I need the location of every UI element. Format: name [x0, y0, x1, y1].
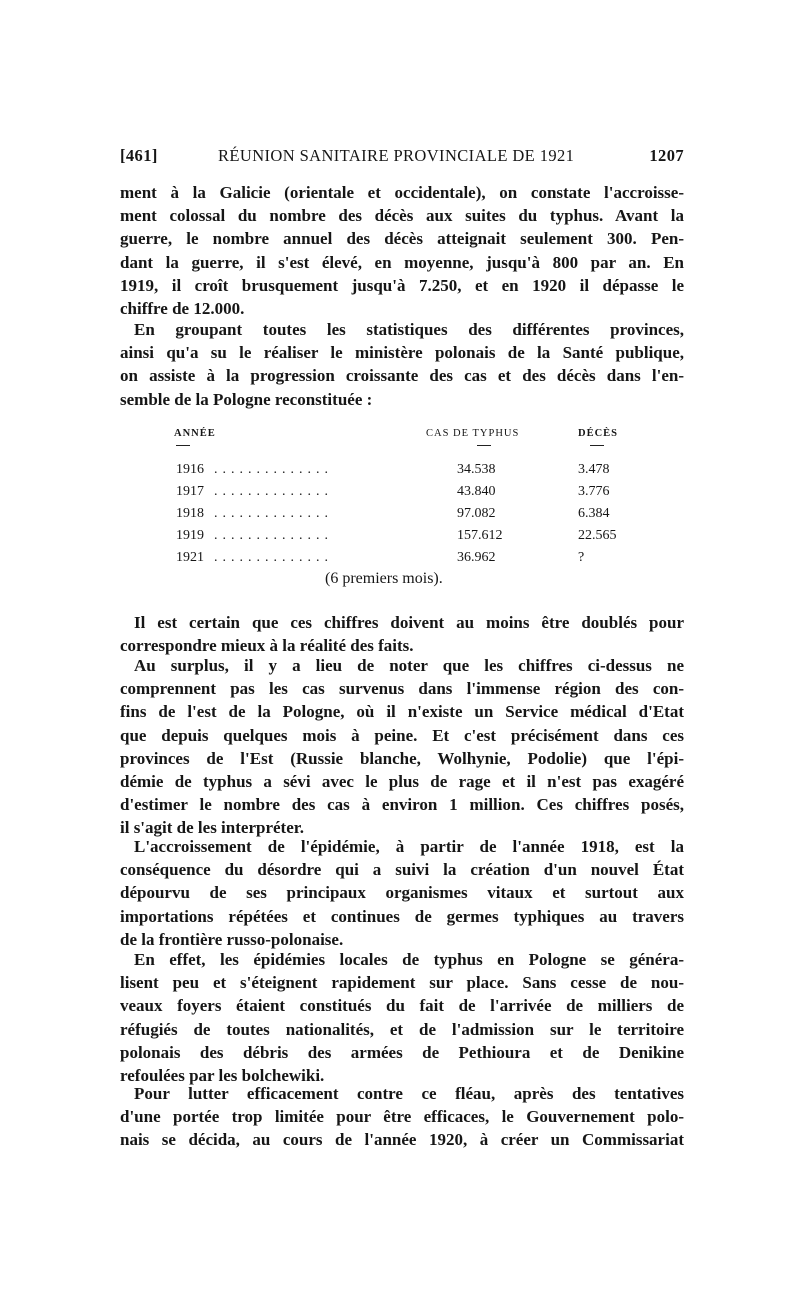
text-line: chiffre de 12.000.	[120, 299, 245, 319]
paragraph-6	[120, 948, 684, 1087]
cases-cell: 36.962	[457, 550, 496, 565]
deaths-cell: 3.478	[578, 462, 610, 477]
header-bracket-number: [461]	[120, 146, 158, 165]
text-line: Pour lutter efficacement contre ce fléau, après des tentatives	[134, 1084, 684, 1103]
cases-cell: 43.840	[457, 484, 496, 499]
dot-leader: ..............	[214, 462, 333, 477]
header-rule	[590, 445, 604, 446]
paragraph-4	[120, 654, 684, 840]
text-line: ment à la Galicie (orientale et occidentale), on constate l'accroisse-	[120, 183, 684, 202]
header-rule	[477, 445, 491, 446]
table-row	[120, 462, 684, 484]
text-line: semble de la Pologne reconstituée :	[120, 389, 373, 409]
text-line: guerre, le nombre annuel des décès atteignait seulement 300. Pen-	[120, 229, 684, 249]
cases-cell: 157.612	[457, 528, 503, 543]
text-line: d'une portée trop limitée pour être efficaces, le Gouvernement polo-	[120, 1107, 684, 1127]
column-header-year: ANNÉE	[174, 428, 216, 439]
year-cell: 1916	[176, 462, 204, 477]
text-line: de la frontière russo-polonaise.	[120, 929, 344, 949]
column-header-deaths: DÉCÈS	[578, 428, 619, 439]
text-line: démie de typhus a sévi avec le plus de rage et il n'est pas exagéré	[120, 772, 684, 792]
table-row	[120, 528, 684, 550]
paragraph-7	[120, 1082, 684, 1152]
header-rule	[176, 445, 190, 446]
text-line: correspondre mieux à la réalité des faits.	[120, 636, 414, 656]
text-line: dépourvu de ses principaux organismes vitaux et surtout aux	[120, 883, 684, 903]
cases-cell: 97.082	[457, 506, 496, 521]
text-line: En effet, les épidémies locales de typhus en Pologne se généra-	[134, 950, 684, 969]
dot-leader: ..............	[214, 484, 333, 499]
text-line: L'accroissement de l'épidémie, à partir de l'année 1918, est la	[134, 837, 684, 856]
dot-leader: ..............	[214, 550, 333, 565]
text-line: d'estimer le nombre des cas à environ 1 million. Ces chiffres posés,	[120, 795, 684, 815]
text-line: nais se décida, au cours de l'année 1920, à créer un Commissariat	[120, 1130, 684, 1150]
text-line: ainsi qu'a su le réaliser le ministère polonais de la Santé publique,	[120, 343, 684, 363]
paragraph-3	[120, 611, 684, 657]
text-line: lisent peu et s'éteignent rapidement sur place. Sans cesse de nou-	[120, 973, 684, 993]
text-line: on assiste à la progression croissante des cas et des décès dans l'en-	[120, 366, 684, 386]
column-header-cases: CAS DE TYPHUS	[426, 428, 520, 439]
text-line: dant la guerre, il s'est élevé, en moyenne, jusqu'à 800 par an. En	[120, 252, 684, 272]
year-cell: 1918	[176, 506, 204, 521]
header-title: RÉUNION SANITAIRE PROVINCIALE DE 1921	[218, 146, 575, 165]
text-line: il s'agit de les interpréter.	[120, 818, 304, 838]
page-number: 1207	[649, 146, 684, 165]
table-row	[120, 484, 684, 506]
cases-cell: 34.538	[457, 462, 496, 477]
text-line: Il est certain que ces chiffres doivent au moins être doublés pour	[134, 613, 684, 632]
deaths-cell: 6.384	[578, 506, 610, 521]
text-line: Au surplus, il y a lieu de noter que les chiffres ci-dessus ne	[134, 656, 684, 675]
text-line: En groupant toutes les statistiques des différentes provinces,	[134, 320, 684, 339]
deaths-cell: 3.776	[578, 484, 610, 499]
text-line: polonais des débris des armées de Pethioura et de Denikine	[120, 1042, 684, 1062]
table-footnote: (6 premiers mois).	[325, 570, 443, 587]
table-row	[120, 550, 684, 572]
dot-leader: ..............	[214, 528, 333, 543]
text-line: que depuis quelques mois à peine. Et c'est précisément dans ces	[120, 725, 684, 745]
text-line: veaux foyers étaient constitués du fait de l'arrivée de milliers de	[120, 996, 684, 1016]
year-cell: 1919	[176, 528, 204, 543]
deaths-cell: 22.565	[578, 528, 617, 543]
paragraph-2	[120, 318, 684, 411]
text-line: conséquence du désordre qui a suivi la création d'un nouvel État	[120, 860, 684, 880]
deaths-cell: ?	[578, 550, 585, 565]
paragraph-1	[120, 181, 684, 320]
paragraph-5	[120, 835, 684, 951]
text-line: réfugiés de toutes nationalités, et de l'admission sur le territoire	[120, 1019, 684, 1039]
text-line: refoulées par les bolchewiki.	[120, 1066, 325, 1086]
text-line: comprennent pas les cas survenus dans l'immense région des con-	[120, 679, 684, 699]
text-line: 1919, il croît brusquement jusqu'à 7.250, et en 1920 il dépasse le	[120, 275, 684, 295]
text-line: fins de l'est de la Pologne, où il n'existe un Service médical d'Etat	[120, 702, 684, 722]
year-cell: 1917	[176, 484, 204, 499]
table-row	[120, 506, 684, 528]
text-line: provinces de l'Est (Russie blanche, Wolhynie, Podolie) que l'épi-	[120, 748, 684, 768]
dot-leader: ..............	[214, 506, 333, 521]
text-line: ment colossal du nombre des décès aux suites du typhus. Avant la	[120, 206, 684, 226]
year-cell: 1921	[176, 550, 204, 565]
text-line: importations répétées et continues de germes typhiques au travers	[120, 906, 684, 926]
